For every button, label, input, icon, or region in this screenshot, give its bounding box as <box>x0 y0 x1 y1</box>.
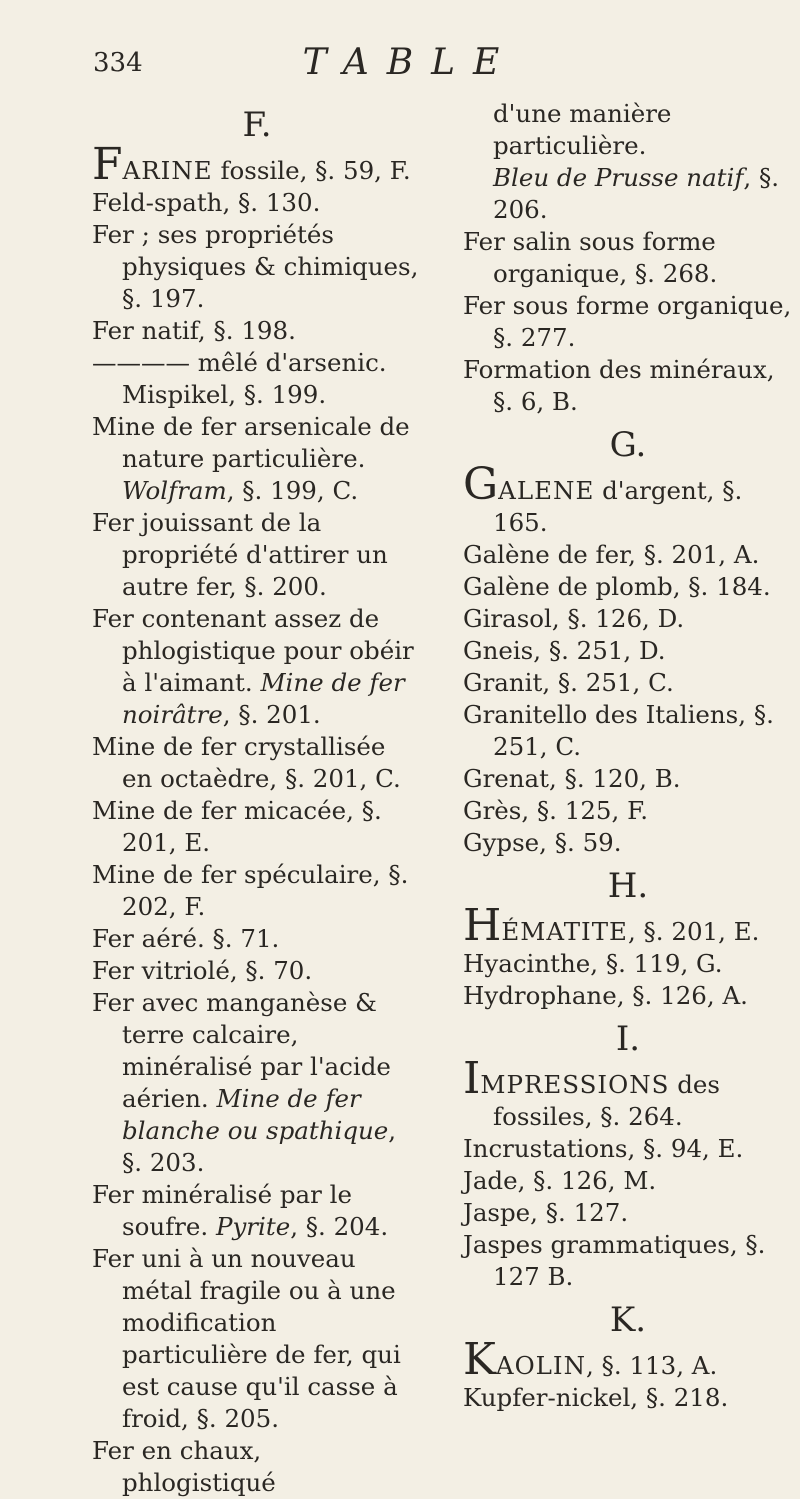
entry-head: ÉMATITE <box>501 917 628 946</box>
section-letter: G. <box>609 425 647 465</box>
running-title: TABLE <box>302 42 518 83</box>
entry-tail: , §. 203. <box>122 1116 397 1177</box>
index-entry <box>463 980 793 1012</box>
index-entry <box>92 987 422 1179</box>
entry-text: Fer avec manganèse & terre calcaire, minéralisé par l'acide aérien. <box>92 988 391 1113</box>
entry-text: fossile, §. 59, F. <box>212 156 411 185</box>
index-entry <box>463 226 793 290</box>
index-entry <box>92 347 422 411</box>
section-letter: H. <box>607 866 649 906</box>
page-header <box>0 30 800 90</box>
entry-text: Fer sous forme organique, §. 277. <box>463 291 792 352</box>
drop-capital: I <box>463 1053 481 1104</box>
entry-text: Fer vitriolé, §. 70. <box>92 956 313 985</box>
index-entry <box>463 290 793 354</box>
index-column-left <box>92 98 422 1499</box>
index-entry <box>92 603 422 731</box>
index-entry <box>463 1229 793 1293</box>
entry-text: , §. 201, E. <box>627 917 760 946</box>
entry-italic: Mine de fer blanche ou spathique <box>122 1084 389 1145</box>
entry-text: Jaspes grammatiques, §. 127 B. <box>463 1230 766 1291</box>
entry-text: Feld-spath, §. 130. <box>92 188 321 217</box>
drop-capital: K <box>463 1334 496 1385</box>
entry-text: Mine de fer spéculaire, §. 202, F. <box>92 860 409 921</box>
index-entry <box>463 1165 793 1197</box>
section-letter: F. <box>242 105 272 145</box>
entry-text: Fer salin sous forme organique, §. 268. <box>463 227 718 288</box>
entry-text: des fossiles, §. 264. <box>493 1070 720 1131</box>
entry-text: Girasol, §. 126, D. <box>463 604 685 633</box>
entry-text: Hyacinthe, §. 119, G. <box>463 949 723 978</box>
index-entry <box>92 1243 422 1435</box>
entry-text: Grès, §. 125, F. <box>463 796 649 825</box>
entry-text: Gneis, §. 251, D. <box>463 636 666 665</box>
entry-text: Fer natif, §. 198. <box>92 316 296 345</box>
index-entry-continuation <box>463 98 793 162</box>
index-entry <box>92 955 422 987</box>
index-entry <box>463 827 793 859</box>
index-entry <box>92 139 422 190</box>
index-entry <box>463 1133 793 1165</box>
entry-text: Mine de fer arsenicale de nature particulière. <box>92 412 410 473</box>
index-entry <box>463 948 793 980</box>
entry-text: Granitello des Italiens, §. 251, C. <box>463 700 774 761</box>
entry-text: Mine de fer micacée, §. 201, E. <box>92 796 382 857</box>
entry-italic: Pyrite <box>215 1212 291 1241</box>
entry-head: ARINE <box>122 156 213 185</box>
entry-text: Fer en chaux, phlogistiqué <box>92 1436 276 1497</box>
entry-text: Fer uni à un nouveau métal fragile ou à une modification particulière de fer, qui est cause qu'il casse à froid, §. 205. <box>92 1244 401 1433</box>
drop-capital: H <box>463 900 502 951</box>
index-entry <box>92 507 422 603</box>
entry-text: Granit, §. 251, C. <box>463 668 674 697</box>
entry-text: Grenat, §. 120, B. <box>463 764 681 793</box>
index-entry <box>463 354 793 418</box>
index-entry <box>92 1435 422 1499</box>
index-entry <box>463 571 793 603</box>
entry-text: d'argent, §. 165. <box>493 476 743 537</box>
index-column-right <box>463 98 793 1414</box>
entry-text: Galène de plomb, §. 184. <box>463 572 771 601</box>
entry-text: Galène de fer, §. 201, A. <box>463 540 760 569</box>
entry-text: Fer minéralisé par le soufre. <box>92 1180 352 1241</box>
index-entry <box>92 795 422 859</box>
drop-capital: G <box>463 459 499 510</box>
section-letter: I. <box>615 1019 641 1059</box>
entry-text: Formation des minéraux, §. 6, B. <box>463 355 775 416</box>
entry-text: ———— mêlé d'arsenic. Mispikel, §. 199. <box>92 348 387 409</box>
entry-head: ALENE <box>498 476 595 505</box>
entry-italic: Wolfram <box>122 476 227 505</box>
entry-text: Jade, §. 126, M. <box>463 1166 657 1195</box>
index-entry <box>92 859 422 923</box>
index-entry <box>463 699 793 763</box>
index-entry <box>463 603 793 635</box>
index-entry <box>463 1382 793 1414</box>
entry-italic: Mine de fer noirâtre <box>122 668 405 729</box>
index-entry <box>463 1197 793 1229</box>
entry-head: MPRESSIONS <box>480 1070 670 1099</box>
drop-capital: F <box>92 139 123 190</box>
entry-head: AOLIN <box>495 1351 587 1380</box>
entry-text: Incrustations, §. 94, E. <box>463 1134 744 1163</box>
index-entry <box>463 763 793 795</box>
index-entry <box>463 635 793 667</box>
entry-text: Fer contenant assez de phlogistique pour obéir à l'aimant. <box>92 604 414 697</box>
index-entry <box>463 667 793 699</box>
entry-tail: , §. 204. <box>290 1212 389 1241</box>
entry-tail: , §. 201. <box>222 700 321 729</box>
section-letter: K. <box>609 1300 647 1340</box>
index-entry <box>463 795 793 827</box>
index-entry <box>92 411 422 507</box>
index-entry <box>463 539 793 571</box>
entry-text: Jaspe, §. 127. <box>463 1198 629 1227</box>
index-entry <box>463 900 793 951</box>
index-entry <box>92 219 422 315</box>
index-entry <box>463 1053 793 1133</box>
entry-tail: , §. 206. <box>493 163 780 224</box>
entry-text: Mine de fer crystallisée en octaèdre, §. 201, C. <box>92 732 401 793</box>
entry-text: Gypse, §. 59. <box>463 828 622 857</box>
index-entry <box>92 315 422 347</box>
entry-text: Hydrophane, §. 126, A. <box>463 981 748 1010</box>
page-number: 334 <box>93 48 143 78</box>
entry-text: Fer jouissant de la propriété d'attirer un autre fer, §. 200. <box>92 508 388 601</box>
index-entry <box>92 923 422 955</box>
index-entry-continuation <box>463 162 793 226</box>
index-entry <box>92 187 422 219</box>
index-entry <box>92 731 422 795</box>
index-entry <box>92 1179 422 1243</box>
entry-text: Fer aéré. §. 71. <box>92 924 280 953</box>
index-entry <box>463 1334 793 1385</box>
entry-text: Fer ; ses propriétés physiques & chimiques, §. 197. <box>92 220 419 313</box>
entry-text: Kupfer-nickel, §. 218. <box>463 1383 729 1412</box>
entry-text: d'une manière particulière. <box>493 99 672 160</box>
entry-text: , §. 113, A. <box>586 1351 718 1380</box>
entry-italic: Bleu de Prusse natif <box>493 163 744 192</box>
index-entry <box>463 459 793 539</box>
entry-tail: , §. 199, C. <box>226 476 359 505</box>
